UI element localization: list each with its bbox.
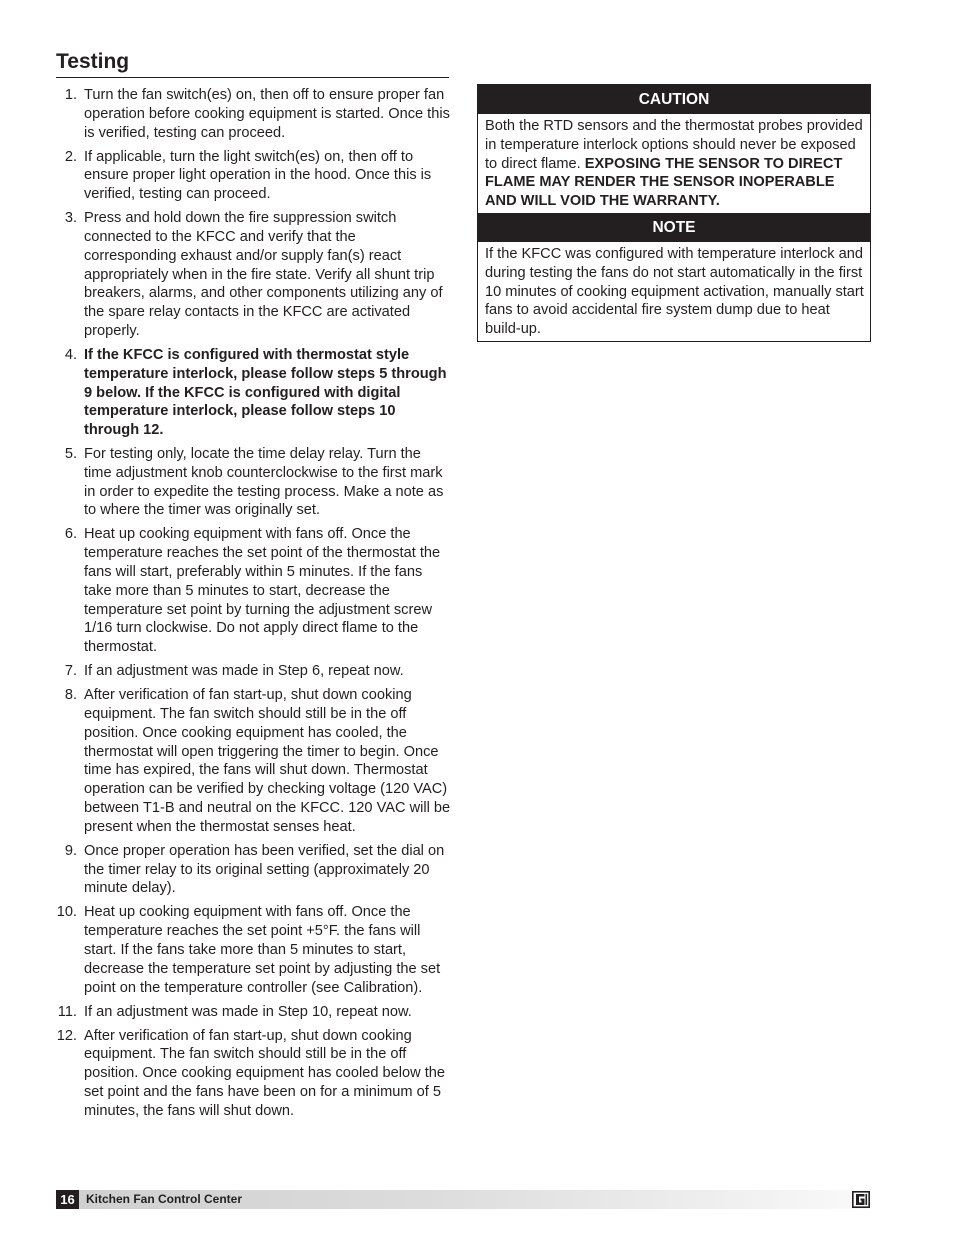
step-text: After verification of fan start-up, shut down cooking equipment. The fan switch should still be in the off position. Once cooking equipment has cooled below the set point and the fans have been on for a minimum of 5 minutes, the fans will shut down. [84,1027,446,1119]
step-number: 3. [64,210,77,227]
step-number: 6. [64,526,77,543]
step-item [56,1003,451,1022]
step-number: 11. [57,1003,77,1020]
step-text: Once proper operation has been verified, set the dial on the timer relay to its original setting (approximately 20 minute delay). [84,842,445,897]
caution-body [478,114,870,213]
step-text: If the KFCC is configured with thermostat style temperature interlock, please follow steps 5 through 9 below. If the KFCC is configured with digital temperature interlock, please follow steps 10 through 12. [84,346,447,439]
step-text: If an adjustment was made in Step 10, repeat now. [84,1003,412,1020]
step-number: 10. [56,904,77,921]
step-number: 4. [64,346,77,363]
step-number: 9. [64,842,77,859]
title-divider [56,77,449,78]
step-text: For testing only, locate the time delay relay. Turn the time adjustment knob counterclockwise to the first mark in order to expedite the testing process. Make a note as to where the timer was originally set. [84,446,444,519]
step-item [56,346,451,440]
caution-heading: CAUTION [478,85,870,114]
step-item [56,842,451,898]
page-number: 16 [56,1190,79,1209]
step-number: 7. [64,663,77,680]
note-text: If the KFCC was configured with temperature interlock and during testing the fans do not start automatically in the first 10 minutes of cooking equipment activation, manually start fans to avoid accidental fire system dump due to heat build-up. [485,245,864,338]
step-item [56,903,451,997]
note-heading: NOTE [478,213,870,242]
step-text: After verification of fan start-up, shut down cooking equipment. The fan switch should still be in the off position. Once cooking equipment has cooled, the thermostat will open triggering the timer to begin. Once time has expired, the fans will shut down. Thermostat operation can be verified by checking voltage (120 VAC) between T1-B and neutral on the KFCC. 120 VAC will be present when the thermostat senses heat. [84,687,451,835]
step-text: Heat up cooking equipment with fans off. Once the temperature reaches the set point of the thermostat the fans will start, preferably within 5 minutes. If the fans take more than 5 minutes to start, decrease the temperature set point by turning the adjustment screw 1/16 turn clockwise. Do not apply direct flame to the thermostat. [84,526,441,656]
step-number: 8. [64,687,77,704]
step-item [56,209,451,341]
callout-boxes [477,84,871,342]
step-item [56,686,451,836]
document-title: Kitchen Fan Control Center [86,1192,243,1206]
testing-steps-list [56,86,451,1126]
step-number: 5. [64,446,77,463]
step-text: If an adjustment was made in Step 6, repeat now. [84,663,404,680]
step-number: 1. [64,87,77,103]
step-text: Turn the fan switch(es) on, then off to ensure proper fan operation before cooking equipment is started. Once this is verified, testing can proceed. [84,87,450,141]
caution-text: Both the RTD sensors and the thermostat probes provided in temperature interlock options should never be exposed to direct flame. [485,118,863,172]
note-body [478,242,870,341]
step-item [56,662,451,681]
step-item [56,525,451,657]
step-item [56,148,451,204]
step-number: 12. [56,1027,77,1044]
step-text: If applicable, turn the light switch(es) on, then off to ensure proper light operation in the hood. Once this is verified, testing can proceed. [84,148,432,203]
step-item [56,1027,451,1121]
step-item [56,445,451,520]
step-text: Heat up cooking equipment with fans off. Once the temperature reaches the set point +5°F. the fans will start. If the fans take more than 5 minutes to start, decrease the temperature set point by adjusting the set point on the temperature controller (see Calibration). [84,904,441,996]
greenheck-logo-icon [852,1191,870,1208]
caution-warning-text: EXPOSING THE SENSOR TO DIRECT FLAME MAY RENDER THE SENSOR INOPERABLE AND WILL VOID THE WARRANTY. [485,155,843,210]
step-number: 2. [64,148,77,165]
step-item [56,86,451,142]
step-text: Press and hold down the fire suppression switch connected to the KFCC and verify that the corresponding exhaust and/or supply fan(s) react appropriately when in the fire state. Verify all shunt trip breakers, alarms, and other components utilizing any of the spare relay contacts in the KFCC are activated properly. [84,210,443,339]
section-title: Testing [56,50,130,73]
